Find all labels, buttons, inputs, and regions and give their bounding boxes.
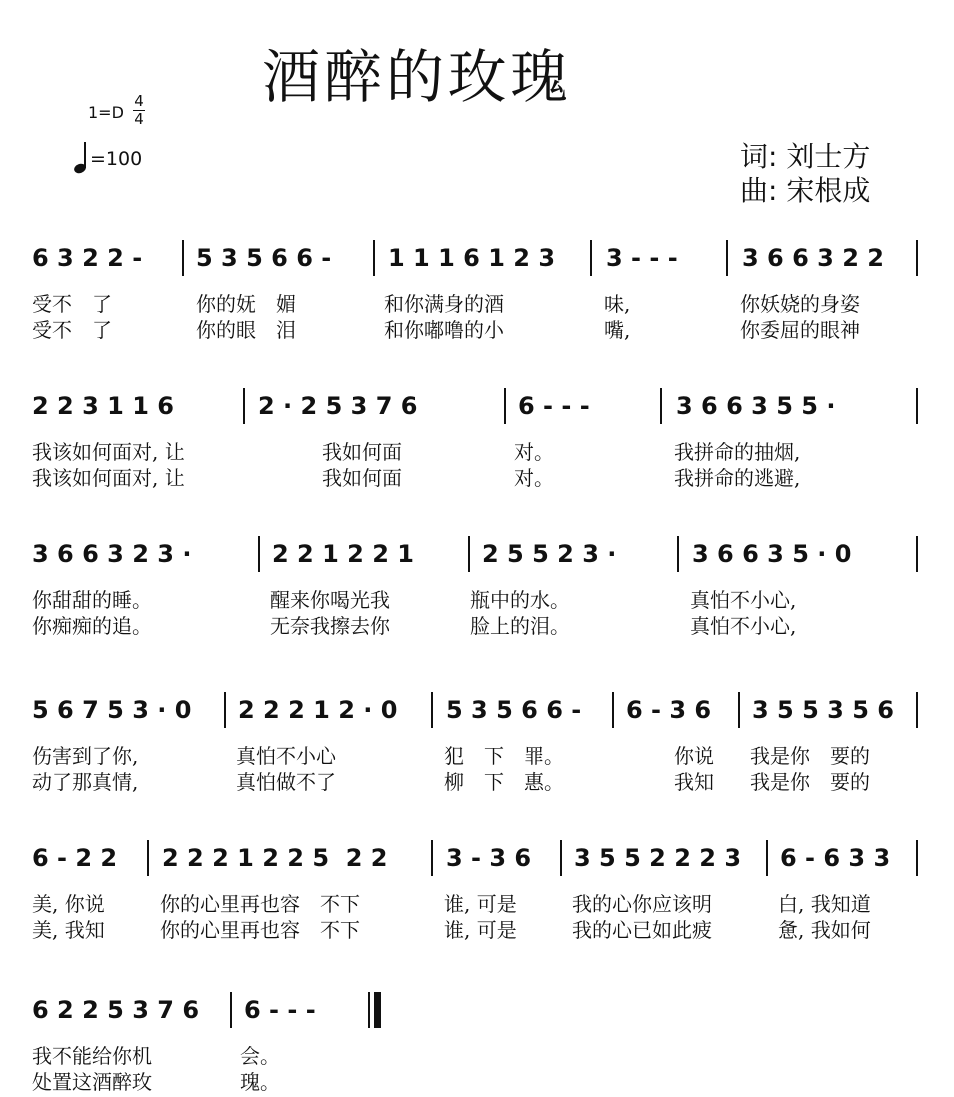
- time-sig-bottom: 4: [134, 110, 144, 128]
- bar-line: [612, 692, 614, 728]
- lyric: 我拼命的抽烟,: [674, 440, 801, 464]
- measure-notes: 2 · 2 5 3 7 6: [258, 392, 418, 420]
- measure-notes: 6 - - -: [244, 996, 316, 1024]
- lyric: 你的心里再也容 不下: [160, 892, 360, 916]
- bar-line: [224, 692, 226, 728]
- lyric: 我如何面: [322, 440, 402, 464]
- lyric: 对。: [514, 466, 554, 490]
- lyric: 我不能给你机: [32, 1044, 152, 1068]
- lyric: 真怕做不了: [236, 770, 336, 794]
- lyric: 美, 你说: [32, 892, 105, 916]
- lyric: 白, 我知道: [778, 892, 871, 916]
- measure-notes: 3 - 3 6: [446, 844, 532, 872]
- bar-line: [560, 840, 562, 876]
- lyric: 和你嘟噜的小: [384, 318, 504, 342]
- time-signature: [133, 94, 145, 127]
- measure-notes: 3 6 6 3 5 5 ·: [676, 392, 836, 420]
- bar-line: [258, 536, 260, 572]
- bar-line: [916, 840, 918, 876]
- lyric: 动了那真情,: [32, 770, 139, 794]
- lyric: 谁, 可是: [444, 918, 517, 942]
- lyric: 会。: [240, 1044, 280, 1068]
- lyric: 美, 我知: [32, 918, 105, 942]
- lyric: 你的心里再也容 不下: [160, 918, 360, 942]
- measure-notes: 6 - 6 3 3: [780, 844, 891, 872]
- lyric: 你委屈的眼神: [740, 318, 860, 342]
- measure-notes: 6 2 2 5 3 7 6: [32, 996, 200, 1024]
- lyric: 受不 了: [32, 292, 112, 316]
- bar-line: [916, 692, 918, 728]
- bar-line: [468, 536, 470, 572]
- measure-notes: 2 2 2 1 2 · 0: [238, 696, 398, 724]
- measure-notes: 6 - 2 2: [32, 844, 118, 872]
- lyric: 我的心你应该明: [572, 892, 712, 916]
- bar-line: [243, 388, 245, 424]
- measure-notes: 1 1 1 6 1 2 3: [388, 244, 556, 272]
- measure-notes: 5 3 5 6 6 -: [196, 244, 332, 272]
- lyric: 和你满身的酒: [384, 292, 504, 316]
- measure-notes: 3 5 5 2 2 2 3: [574, 844, 742, 872]
- measure-notes: 2 2 2 1 2 2 5 2 2: [162, 844, 388, 872]
- lyric: 瓶中的水。: [470, 588, 570, 612]
- measure-notes: 3 6 6 3 2 2: [742, 244, 884, 272]
- bar-line: [738, 692, 740, 728]
- measure-notes: 6 - - -: [518, 392, 590, 420]
- measure-notes: 2 2 1 2 2 1: [272, 540, 414, 568]
- bar-line: [504, 388, 506, 424]
- lyric: 我的心已如此疲: [572, 918, 712, 942]
- bar-line: [726, 240, 728, 276]
- tempo-value: =100: [90, 148, 143, 170]
- lyric: 对。: [514, 440, 554, 464]
- bar-line: [766, 840, 768, 876]
- lyric: 嘴,: [604, 318, 631, 342]
- bar-line: [182, 240, 184, 276]
- lyric: 瑰。: [240, 1070, 280, 1094]
- lyric: 我该如何面对, 让: [32, 440, 185, 464]
- lyric: 你痴痴的追。: [32, 614, 152, 638]
- bar-line: [660, 388, 662, 424]
- lyric: 你甜甜的睡。: [32, 588, 152, 612]
- lyric: 我知: [674, 770, 714, 794]
- lyric: 我是你 要的: [750, 770, 870, 794]
- bar-line: [916, 536, 918, 572]
- lyric: 受不 了: [32, 318, 112, 342]
- lyric: 你的眼 泪: [196, 318, 296, 342]
- measure-notes: 3 6 6 3 2 3 ·: [32, 540, 192, 568]
- lyric: 真怕不小心,: [690, 588, 797, 612]
- lyric: 我拼命的逃避,: [674, 466, 801, 490]
- bar-line: [916, 388, 918, 424]
- lyric: 我是你 要的: [750, 744, 870, 768]
- lyric: 我如何面: [322, 466, 402, 490]
- lyric: 惫, 我如何: [778, 918, 871, 942]
- song-title: 酒醉的玫瑰: [262, 43, 573, 111]
- bar-line: [916, 240, 918, 276]
- measure-notes: 5 6 7 5 3 · 0: [32, 696, 192, 724]
- lyric: 真怕不小心,: [690, 614, 797, 638]
- bar-line: [431, 692, 433, 728]
- lyric: 你的妩 媚: [196, 292, 296, 316]
- measure-notes: 5 3 5 6 6 -: [446, 696, 582, 724]
- lyric: 无奈我擦去你: [270, 614, 390, 638]
- lyric: 犯 下 罪。: [444, 744, 564, 768]
- lyric: 伤害到了你,: [32, 744, 139, 768]
- measure-notes: 2 5 5 2 3 ·: [482, 540, 617, 568]
- lyric: 味,: [604, 292, 631, 316]
- lyric: 谁, 可是: [444, 892, 517, 916]
- lyric: 处置这酒醉玫: [32, 1070, 152, 1094]
- measure-notes: 6 - 3 6: [626, 696, 712, 724]
- bar-line: [677, 536, 679, 572]
- measure-notes: 3 - - -: [606, 244, 678, 272]
- measure-notes: 3 6 6 3 5 · 0: [692, 540, 852, 568]
- bar-line: [373, 240, 375, 276]
- bar-line: [431, 840, 433, 876]
- lyric: 你妖娆的身姿: [740, 292, 860, 316]
- lyric: 我该如何面对, 让: [32, 466, 185, 490]
- composer: 曲: 宋根成: [740, 174, 871, 207]
- bar-line: [230, 992, 232, 1028]
- bar-line: [590, 240, 592, 276]
- credits: [740, 140, 870, 208]
- bar-line: [147, 840, 149, 876]
- measure-notes: 3 5 5 3 5 6: [752, 696, 894, 724]
- measure-notes: 6 3 2 2 -: [32, 244, 143, 272]
- lyric: 真怕不小心: [236, 744, 336, 768]
- lyricist: 词: 刘士方: [740, 140, 871, 173]
- measure-notes: 2 2 3 1 1 6: [32, 392, 174, 420]
- time-sig-top: 4: [134, 92, 144, 110]
- lyric: 你说: [674, 744, 714, 768]
- lyric: 柳 下 惠。: [444, 770, 564, 794]
- key-signature: 1=D: [88, 103, 124, 122]
- lyric: 脸上的泪。: [470, 614, 570, 638]
- lyric: 醒来你喝光我: [270, 588, 390, 612]
